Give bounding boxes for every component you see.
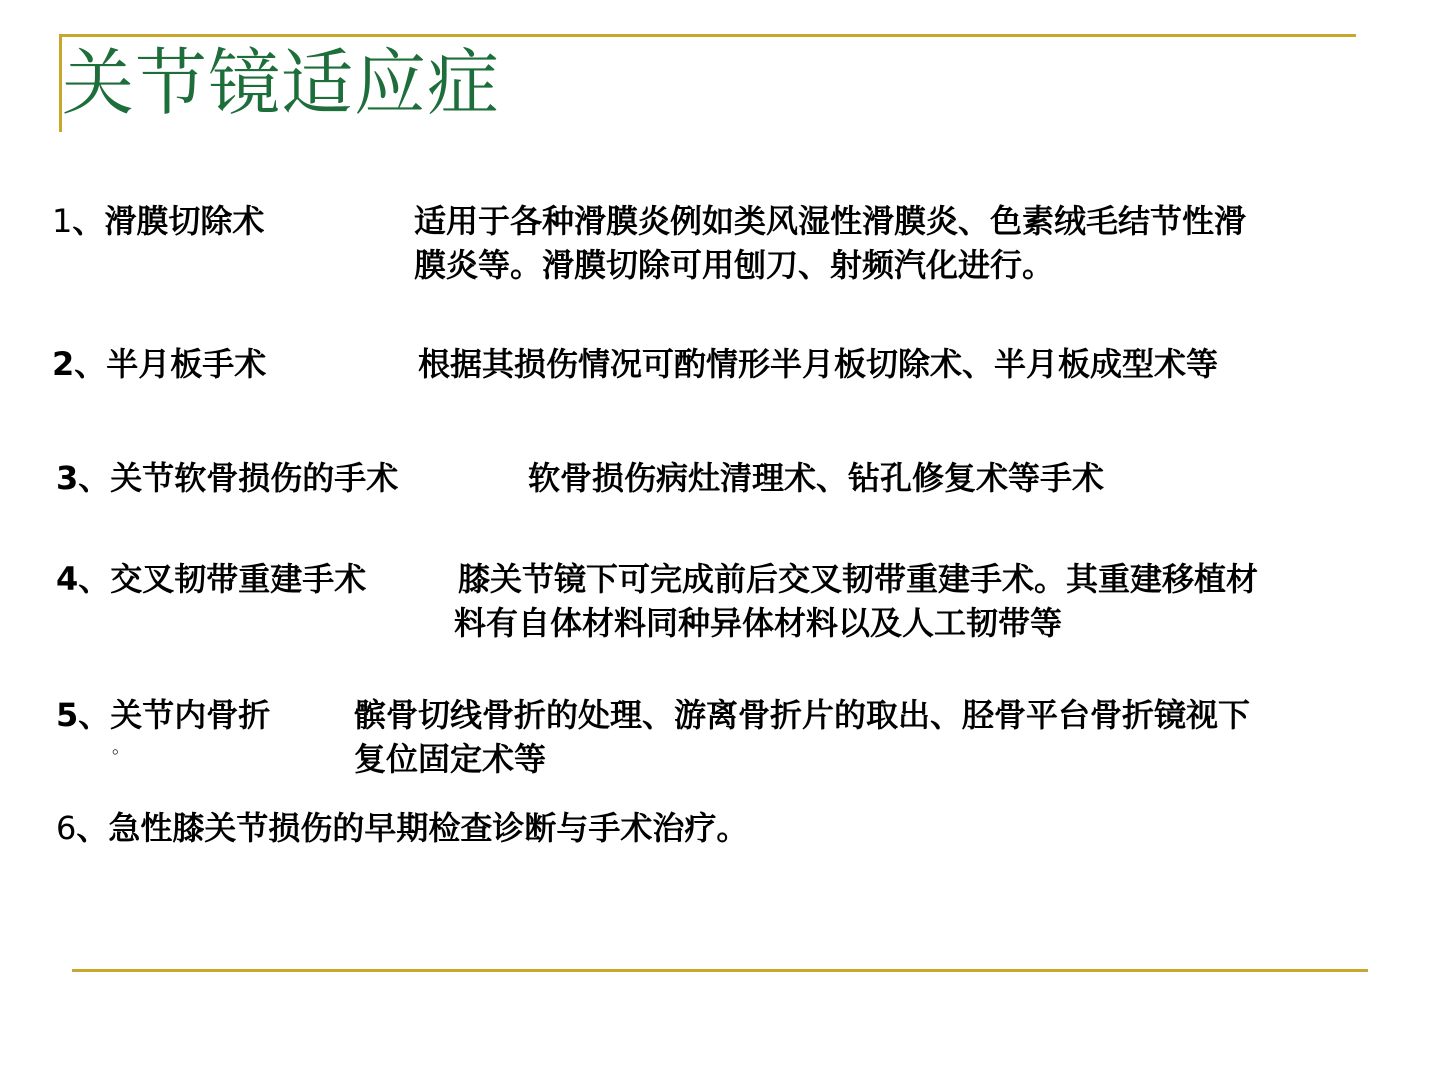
item-3-desc-line-1: 软骨损伤病灶清理术、钻孔修复术等手术 — [528, 459, 1105, 497]
item-1-number: 1 — [52, 202, 73, 240]
item-2-number: 2 — [52, 345, 75, 383]
item-2-description — [418, 342, 1218, 386]
item-1-title: 、滑膜切除术 — [72, 202, 265, 240]
item-4-label — [56, 557, 366, 601]
item-1-desc-line-2: 膜炎等。滑膜切除可用刨刀、射频汽化进行。 — [414, 246, 1055, 284]
title-top-rule — [60, 34, 1356, 37]
footer-rule — [72, 969, 1368, 972]
item-4-desc-line-1: 膝关节镜下可完成前后交叉韧带重建手术。其重建移植材 — [458, 560, 1259, 598]
item-5-desc-line-2: 复位固定术等 — [354, 740, 547, 778]
item-1-description — [414, 199, 1246, 287]
item-6-label — [56, 806, 748, 850]
item-5-stray-mark: 。 — [112, 737, 130, 758]
item-5-label — [56, 693, 270, 737]
item-5-title: 、关节内骨折 — [78, 696, 271, 734]
item-3-number: 3 — [56, 459, 79, 497]
item-5-desc-line-1: 髌骨切线骨折的处理、游离骨折片的取出、胫骨平台骨折镜视下 — [354, 696, 1251, 734]
item-3-title: 、关节软骨损伤的手术 — [78, 459, 399, 497]
item-5-description — [354, 693, 1250, 781]
item-4-title: 、交叉韧带重建手术 — [78, 560, 367, 598]
item-1-label — [52, 199, 264, 243]
item-6-number: 6 — [56, 809, 77, 847]
slide-title: 关节镜适应症 — [62, 41, 501, 125]
item-2-label — [52, 342, 266, 386]
item-5-number: 5 — [56, 696, 79, 734]
item-6-title: 、急性膝关节损伤的早期检查诊断与手术治疗。 — [76, 809, 749, 847]
item-2-desc-line-1: 根据其损伤情况可酌情形半月板切除术、半月板成型术等 — [418, 345, 1219, 383]
item-4-desc-line-2: 料有自体材料同种异体材料以及人工韧带等 — [454, 604, 1063, 642]
item-3-description — [528, 456, 1104, 500]
item-1-desc-line-1: 适用于各种滑膜炎例如类风湿性滑膜炎、色素绒毛结节性滑 — [414, 202, 1247, 240]
item-4-number: 4 — [56, 560, 79, 598]
item-3-label — [56, 456, 398, 500]
item-4-description — [454, 557, 1259, 645]
item-2-title: 、半月板手术 — [74, 345, 267, 383]
